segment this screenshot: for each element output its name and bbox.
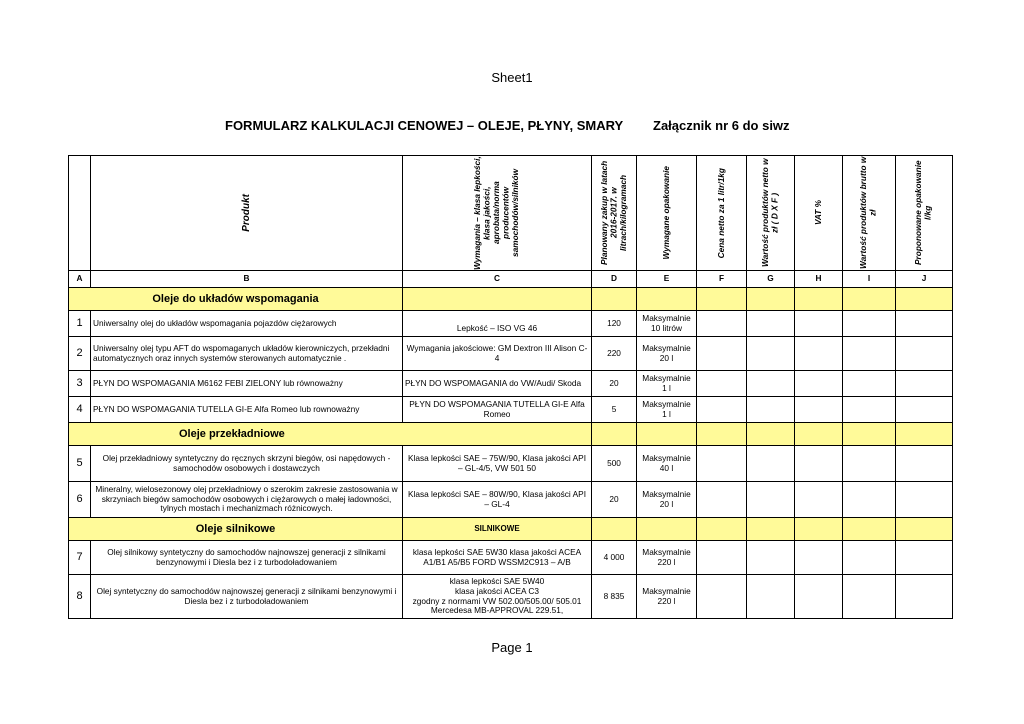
net-value-cell[interactable] <box>747 397 795 423</box>
section-row-engine-oils <box>69 518 953 541</box>
row-number: 4 <box>69 397 91 423</box>
section-row-gear-oils <box>69 423 953 446</box>
row-number: 5 <box>69 446 91 482</box>
quantity-cell: 20 <box>592 482 637 518</box>
table-row <box>69 446 953 482</box>
packaging-cell: Maksymalnie 10 litrów <box>637 311 697 337</box>
appendix-label: Załącznik nr 6 do siwz <box>653 118 790 133</box>
row-number: 7 <box>69 541 91 575</box>
quantity-cell: 5 <box>592 397 637 423</box>
row-number: 6 <box>69 482 91 518</box>
quantity-cell: 120 <box>592 311 637 337</box>
table-row <box>69 337 953 371</box>
packaging-cell: Maksymalnie 20 l <box>637 482 697 518</box>
col-letter: F <box>697 271 747 288</box>
packaging-cell: Maksymalnie 40 l <box>637 446 697 482</box>
product-cell: Uniwersalny olej do układów wspomagania pojazdów ciężarowych <box>91 311 403 337</box>
requirements-cell: Wymagania jakościowe: GM Dextron III Alison C-4 <box>403 337 592 371</box>
row-number: 8 <box>69 575 91 619</box>
requirements-cell: PŁYN DO WSPOMAGANIA TUTELLA GI-E Alfa Romeo <box>403 397 592 423</box>
product-cell: Olej silnikowy syntetyczny do samochodów najnowszej generacji z silnikami benzynowymi i Diesla bez i z turbodoładowaniem <box>91 541 403 575</box>
net-value-cell[interactable] <box>747 446 795 482</box>
table-row <box>69 541 953 575</box>
header-product: Produkt <box>91 156 403 271</box>
proposed-packaging-cell[interactable] <box>896 371 953 397</box>
quantity-cell: 8 835 <box>592 575 637 619</box>
proposed-packaging-cell[interactable] <box>896 311 953 337</box>
vat-cell[interactable] <box>795 337 843 371</box>
product-cell: Uniwersalny olej typu AFT do wspomaganych układów kierowniczych, przekładni automatycznych oraz innych systemów sterowanych automatycznie . <box>91 337 403 371</box>
vat-cell[interactable] <box>795 397 843 423</box>
gross-value-cell[interactable] <box>843 371 896 397</box>
col-letter: E <box>637 271 697 288</box>
page-number: Page 1 <box>491 640 533 655</box>
col-letter: D <box>592 271 637 288</box>
header-a <box>69 156 91 271</box>
net-value-cell[interactable] <box>747 371 795 397</box>
header-gross-value: Wartość produktów brutto w zł <box>843 156 896 271</box>
col-letter: H <box>795 271 843 288</box>
net-price-cell[interactable] <box>697 541 747 575</box>
header-packaging: Wymagane opakowanie <box>637 156 697 271</box>
header-net-price: Cena netto za 1 litr/1kg <box>697 156 747 271</box>
proposed-packaging-cell[interactable] <box>896 397 953 423</box>
row-number: 2 <box>69 337 91 371</box>
requirement-line: klasa jakości ACEA C3 <box>455 585 539 596</box>
requirement-line: klasa lepkości SAE 5W40 <box>449 575 545 586</box>
section-row-steering-oils <box>69 288 953 311</box>
net-price-cell[interactable] <box>697 311 747 337</box>
gross-value-cell[interactable] <box>843 337 896 371</box>
col-letter: I <box>843 271 896 288</box>
gross-value-cell[interactable] <box>843 541 896 575</box>
col-letter: B <box>91 271 403 288</box>
requirements-cell: klasa lepkości SAE 5W30 klasa jakości ACEA A1/B1 A5/B5 FORD WSSM2C913 – A/B <box>403 541 592 575</box>
row-number: 1 <box>69 311 91 337</box>
packaging-cell: Maksymalnie 220 l <box>637 541 697 575</box>
gross-value-cell[interactable] <box>843 446 896 482</box>
proposed-packaging-cell[interactable] <box>896 575 953 619</box>
calculation-table <box>68 155 953 619</box>
net-price-cell[interactable] <box>697 446 747 482</box>
requirement-line: zgodny z normami VW 502.00/505.00/ 505.01 <box>412 595 582 606</box>
section-title: Oleje silnikowe <box>69 518 403 541</box>
packaging-cell: Maksymalnie 20 l <box>637 337 697 371</box>
net-value-cell[interactable] <box>747 337 795 371</box>
form-title: FORMULARZ KALKULACJI CENOWEJ – OLEJE, PŁYNY, SMARY <box>225 118 624 133</box>
net-price-cell[interactable] <box>697 397 747 423</box>
requirements-cell <box>403 575 592 619</box>
product-cell: PŁYN DO WSPOMAGANIA TUTELLA GI-E Alfa Romeo lub rownoważny <box>91 397 403 423</box>
gross-value-cell[interactable] <box>843 482 896 518</box>
packaging-cell: Maksymalnie 220 l <box>637 575 697 619</box>
requirements-cell: Lepkość – ISO VG 46 <box>403 311 592 337</box>
net-price-cell[interactable] <box>697 482 747 518</box>
proposed-packaging-cell[interactable] <box>896 337 953 371</box>
requirements-cell: PŁYN DO WSPOMAGANIA do VW/Audi/ Skoda <box>403 371 592 397</box>
header-net-value: Wartość produktów netto w zł ( D X F ) <box>747 156 795 271</box>
section-title: Oleje do układów wspomagania <box>69 288 403 311</box>
header-row <box>69 156 953 271</box>
proposed-packaging-cell[interactable] <box>896 482 953 518</box>
quantity-cell: 500 <box>592 446 637 482</box>
row-number: 3 <box>69 371 91 397</box>
product-cell: Mineralny, wielosezonowy olej przekładniowy o szerokim zakresie zastosowania w skrzyniach biegów samochodów osobowych i ciężarowych o małej ładowności, tylnych mostach i mechanizmach różnicowych. <box>91 482 403 518</box>
table-row <box>69 311 953 337</box>
table-row <box>69 371 953 397</box>
table-row <box>69 482 953 518</box>
net-price-cell[interactable] <box>697 575 747 619</box>
vat-cell[interactable] <box>795 482 843 518</box>
header-requirements: Wymagania – klasa lepkości, klasa jakości, aprobata/norma producentów samochodów/silników <box>403 156 592 271</box>
product-cell: Olej przekładniowy syntetyczny do ręcznych skrzyni biegów, osi napędowych -samochodów osobowych i dostawczych <box>91 446 403 482</box>
col-letter: A <box>69 271 91 288</box>
quantity-cell: 220 <box>592 337 637 371</box>
gross-value-cell[interactable] <box>843 575 896 619</box>
proposed-packaging-cell[interactable] <box>896 446 953 482</box>
gross-value-cell[interactable] <box>843 397 896 423</box>
net-value-cell[interactable] <box>747 311 795 337</box>
col-letter: C <box>403 271 592 288</box>
net-value-cell[interactable] <box>747 541 795 575</box>
packaging-cell: Maksymalnie 1 l <box>637 371 697 397</box>
product-cell: PŁYN DO WSPOMAGANIA M6162 FEBI ZIELONY lub równoważny <box>91 371 403 397</box>
quantity-cell: 4 000 <box>592 541 637 575</box>
header-vat: VAT % <box>795 156 843 271</box>
vat-cell[interactable] <box>795 541 843 575</box>
table-row <box>69 575 953 619</box>
table-row <box>69 397 953 423</box>
net-value-cell[interactable] <box>747 482 795 518</box>
vat-cell[interactable] <box>795 446 843 482</box>
product-cell: Olej syntetyczny do samochodów najnowszej generacji z silnikami benzynowymi i Diesla bez i z turbodoładowaniem <box>91 575 403 619</box>
header-planned-quantity: Planowany zakup w latach 2016-2017. w litrach/kilogramach <box>592 156 637 271</box>
net-price-cell[interactable] <box>697 337 747 371</box>
requirements-cell: Klasa lepkości SAE – 80W/90, Klasa jakości API – GL-4 <box>403 482 592 518</box>
net-value-cell[interactable] <box>747 575 795 619</box>
col-letter: G <box>747 271 795 288</box>
section-title: Oleje przekładniowe <box>69 423 592 446</box>
gross-value-cell[interactable] <box>843 311 896 337</box>
vat-cell[interactable] <box>795 575 843 619</box>
packaging-cell: Maksymalnie 1 l <box>637 397 697 423</box>
section-subtitle: SILNIKOWE <box>403 518 592 541</box>
header-proposed-packaging: Proponowane opakowanie l/kg <box>896 156 953 271</box>
column-letters-row <box>69 271 953 288</box>
proposed-packaging-cell[interactable] <box>896 541 953 575</box>
net-price-cell[interactable] <box>697 371 747 397</box>
requirement-line: Mercedesa MB-APPROVAL 229.51, <box>430 605 564 616</box>
quantity-cell: 20 <box>592 371 637 397</box>
col-letter: J <box>896 271 953 288</box>
requirements-cell: Klasa lepkości SAE – 75W/90, Klasa jakości API – GL-4/5, VW 501 50 <box>403 446 592 482</box>
vat-cell[interactable] <box>795 311 843 337</box>
sheet-title: Sheet1 <box>491 70 533 85</box>
vat-cell[interactable] <box>795 371 843 397</box>
